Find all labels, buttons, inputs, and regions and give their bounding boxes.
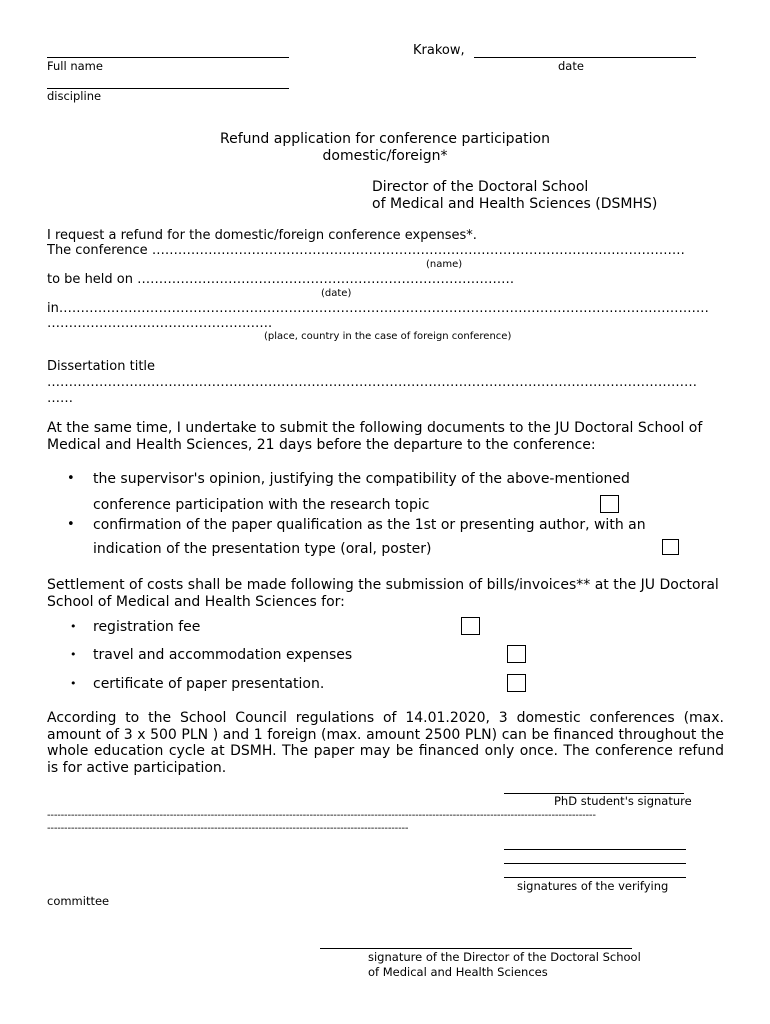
held-on-field[interactable] xyxy=(47,272,537,287)
conference-dots: …………………………………………………………………………………………………………… xyxy=(151,243,685,258)
committee-label: committee xyxy=(47,894,110,908)
conference-field[interactable] xyxy=(47,243,727,258)
full-name-label: Full name xyxy=(47,59,103,73)
doc-item2-line2: indication of the presentation type (oral, poster) xyxy=(93,541,432,557)
held-on-prefix: to be held on xyxy=(47,272,138,287)
registration-fee-checkbox[interactable] xyxy=(461,617,480,635)
travel-expenses-checkbox[interactable] xyxy=(507,645,526,663)
request-intro: I request a refund for the domestic/foreign conference expenses*. xyxy=(47,228,477,243)
bullet-icon: • xyxy=(70,620,77,633)
addressee-line2: of Medical and Health Sciences (DSMHS) xyxy=(372,196,658,212)
addressee-line1: Director of the Doctoral School xyxy=(372,179,589,195)
documents-intro: At the same time, I undertake to submit the following documents to the JU Doctoral School of Medical and Health Sciences, 21 days before the departure to the conference: xyxy=(47,420,703,453)
verifier-signature-line-3[interactable] xyxy=(504,877,686,878)
full-name-line[interactable] xyxy=(47,57,289,58)
name-caption: (name) xyxy=(426,259,463,270)
bullet-icon: • xyxy=(67,471,75,486)
place-dots: …………………………………………………………………………………………………………………………………… xyxy=(58,301,709,316)
settlement-item-certificate: certificate of paper presentation. xyxy=(93,676,325,692)
date-line[interactable] xyxy=(474,57,696,58)
settlement-item-registration: registration fee xyxy=(93,619,201,635)
document-subtitle: domestic/foreign* xyxy=(322,148,448,164)
director-signature-line2: of Medical and Health Sciences xyxy=(368,965,548,979)
supervisor-opinion-checkbox[interactable] xyxy=(600,495,619,513)
doc-item2-line1: confirmation of the paper qualification as the 1st or presenting author, with an xyxy=(93,517,646,533)
place-field[interactable] xyxy=(47,301,717,316)
date-caption: (date) xyxy=(321,288,352,299)
date-label: date xyxy=(558,59,584,73)
place-prefix: in xyxy=(47,301,59,316)
director-signature-line1: signature of the Director of the Doctoral School xyxy=(368,950,641,964)
director-signature-line[interactable] xyxy=(320,948,632,949)
dissertation-label: Dissertation title xyxy=(47,359,156,374)
doc-item1-line1: the supervisor's opinion, justifying the compatibility of the above-mentioned xyxy=(93,471,630,487)
doc-item1-line2: conference participation with the research topic xyxy=(93,497,430,513)
bullet-icon: • xyxy=(67,517,75,532)
dissertation-dots-line1[interactable]: …………………………………………………………………………………………………………………………………… xyxy=(47,375,697,390)
settlement-item-travel: travel and accommodation expenses xyxy=(93,647,353,663)
paper-qualification-checkbox[interactable] xyxy=(662,539,679,555)
verifier-signature-line-2[interactable] xyxy=(504,863,686,864)
discipline-label: discipline xyxy=(47,89,102,103)
separator-dashes-2: ---------------------------------------------------------------------------------------------------------- xyxy=(47,823,409,834)
bullet-icon: • xyxy=(70,648,77,661)
place-dots-line2[interactable]: ……………………………………………. xyxy=(47,316,273,331)
verifying-label: signatures of the verifying xyxy=(517,879,669,893)
dissertation-dots-line2[interactable]: …… xyxy=(47,391,73,406)
bullet-icon: • xyxy=(70,677,77,690)
document-title: Refund application for conference participation xyxy=(220,131,550,147)
settlement-intro: Settlement of costs shall be made following the submission of bills/invoices** at the JU Doctoral School of Medical and Health Sciences for: xyxy=(47,577,719,610)
city-label: Krakow, xyxy=(413,43,465,58)
held-on-dots: …………………………………………………………………………… xyxy=(137,272,515,287)
verifier-signature-line-1[interactable] xyxy=(504,849,686,850)
regulations-text: According to the School Council regulations of 14.01.2020, 3 domestic conferences (max. amount of 3 x 500 PLN ) and 1 foreign (max. amount 2500 PLN) can be financed throughout the whole education cycle at DSMH. The paper may be financed only once. The conference refund is for active participation. xyxy=(47,710,724,776)
separator-dashes-1: ----------------------------------------------------------------------------------------------------------------------------------------------------------------- xyxy=(47,810,596,821)
student-signature-label: PhD student's signature xyxy=(554,794,692,808)
certificate-checkbox[interactable] xyxy=(507,674,526,692)
conference-prefix: The conference xyxy=(47,243,152,258)
place-caption: (place, country in the case of foreign conference) xyxy=(264,331,512,342)
